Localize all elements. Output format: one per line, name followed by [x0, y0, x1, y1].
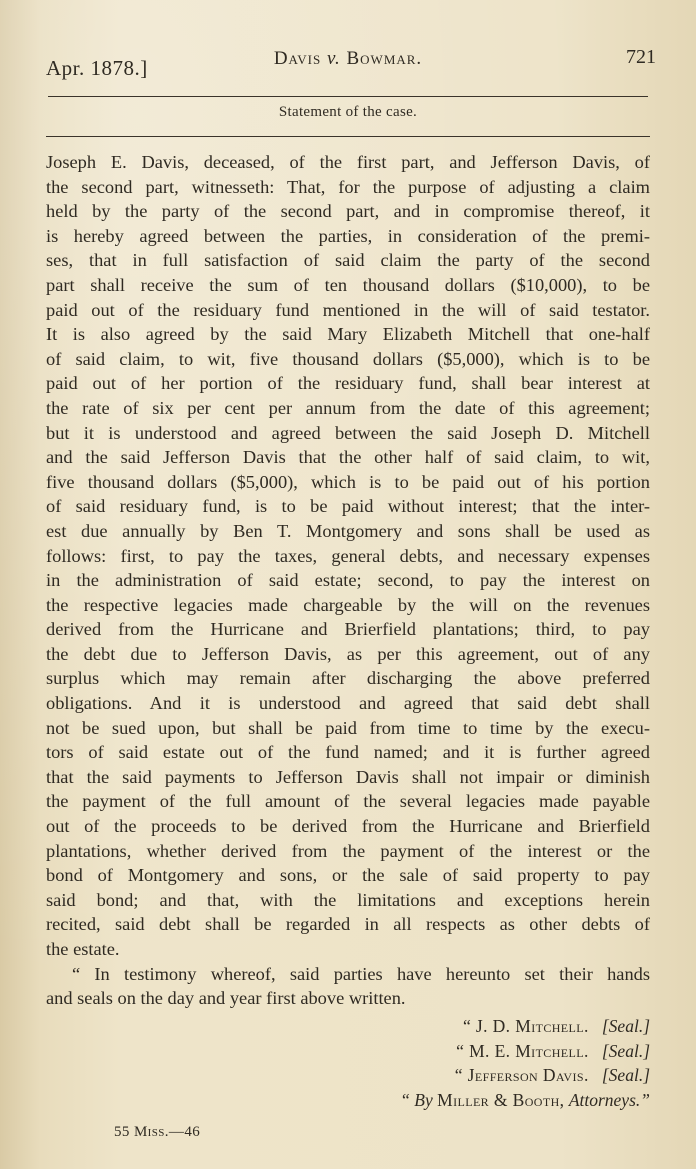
text-line: follows: first, to pay the taxes, general debts, and necessary expenses: [46, 545, 650, 566]
attorneys-by: “ By: [400, 1089, 433, 1110]
text-line: said bond; and that, with the limitations and exceptions herein: [46, 889, 650, 910]
text-line: the debt due to Jefferson Davis, as per this agreement, out of any: [46, 643, 650, 664]
text-line: Joseph E. Davis, deceased, of the first part, and Jefferson Davis, of: [46, 152, 650, 172]
header-date: Apr. 1878.]: [46, 56, 148, 80]
signature-mark-footer: [114, 1124, 200, 1141]
text-line: part shall receive the sum of ten thousand dollars ($10,000), to be: [46, 274, 650, 295]
signature-line: [320, 1039, 650, 1064]
text-line: plantations, whether derived from the payment of the interest or the: [46, 840, 650, 861]
text-line: tors of said estate out of the fund named; and it is further agreed: [46, 742, 650, 763]
case-title-left: Davis: [273, 48, 322, 69]
signatory-name: “ M. E. Mitchell.: [456, 1040, 589, 1061]
case-title-versus: v.: [326, 48, 341, 69]
signature-line: [320, 1014, 650, 1039]
signatory-name: “ J. D. Mitchell.: [462, 1016, 589, 1036]
text-line: the second part, witnesseth: That, for the purpose of adjusting a claim: [46, 176, 650, 197]
text-line: that the said payments to Jefferson Davis shall not impair or diminish: [46, 766, 650, 787]
running-header: [0, 0, 696, 150]
attorneys-line: [320, 1088, 650, 1113]
header-rule-bottom: [46, 136, 650, 137]
text-line: of said residuary fund, is to be paid without interest; that the inter-: [46, 496, 650, 517]
text-line: held by the party of the second part, and in compromise thereof, it: [46, 201, 650, 222]
signature-block: [320, 1014, 650, 1112]
text-line: the payment of the full amount of the several legacies made payable: [46, 791, 650, 812]
text-line: but it is understood and agreed between the said Joseph D. Mitchell: [46, 422, 650, 443]
text-line: and the said Jefferson Davis that the other half of said claim, to wit,: [46, 447, 650, 468]
text-line: of said claim, to wit, five thousand dollars ($5,000), which is to be: [46, 348, 650, 369]
text-line: est due annually by Ben T. Montgomery and sons shall be used as: [46, 520, 650, 541]
body-text: [46, 150, 650, 1011]
case-title: [0, 48, 696, 70]
footer-mark: 55 Miss.—46: [114, 1124, 201, 1140]
text-line: derived from the Hurricane and Brierfield plantations; third, to pay: [46, 619, 650, 640]
signatory-name: “ Jefferson Davis.: [454, 1065, 589, 1086]
text-line: paid out of her portion of the residuary fund, shall bear interest at: [46, 373, 650, 394]
header-rule-top: [48, 96, 648, 97]
text-line: “ In testimony whereof, said parties have hereunto set their hands: [72, 963, 650, 984]
seal-mark: [Seal.]: [601, 1016, 650, 1036]
text-line: not be sued upon, but shall be paid from time to time by the execu-: [46, 717, 650, 738]
text-line: It is also agreed by the said Mary Elizabeth Mitchell that one-half: [46, 324, 650, 345]
text-line: the rate of six per cent per annum from the date of this agreement;: [46, 397, 650, 418]
text-line: the estate.: [46, 939, 120, 959]
text-line: bond of Montgomery and sons, or the sale of said property to pay: [46, 865, 650, 886]
section-subheading: Statement of the case.: [278, 104, 418, 120]
text-line: out of the proceeds to be derived from the Hurricane and Brierfield: [46, 816, 650, 837]
seal-mark: [Seal.]: [601, 1065, 650, 1086]
seal-mark: [Seal.]: [601, 1040, 650, 1061]
signature-line: [320, 1063, 650, 1088]
text-line: the respective legacies made chargeable by the will on the revenues: [46, 594, 650, 615]
attorneys-names: Miller & Booth,: [437, 1089, 565, 1110]
attorneys-role: Attorneys.”: [568, 1089, 650, 1110]
text-line: five thousand dollars ($5,000), which is to be paid out of his portion: [46, 471, 650, 492]
text-line: recited, said debt shall be regarded in all respects as other debts of: [46, 914, 650, 935]
page-number: 721: [626, 46, 656, 68]
case-title-right: Bowmar.: [346, 48, 423, 69]
text-line: paid out of the residuary fund mentioned in the will of said testator.: [46, 299, 650, 320]
text-line: is hereby agreed between the parties, in consideration of the premi-: [46, 225, 650, 246]
text-line: in the administration of said estate; second, to pay the interest on: [46, 570, 650, 591]
text-line: and seals on the day and year first above written.: [46, 988, 406, 1009]
text-line: ses, that in full satisfaction of said claim the party of the second: [46, 250, 650, 271]
text-line: obligations. And it is understood and agreed that said debt shall: [46, 693, 650, 714]
text-line: surplus which may remain after discharging the above preferred: [46, 668, 650, 689]
